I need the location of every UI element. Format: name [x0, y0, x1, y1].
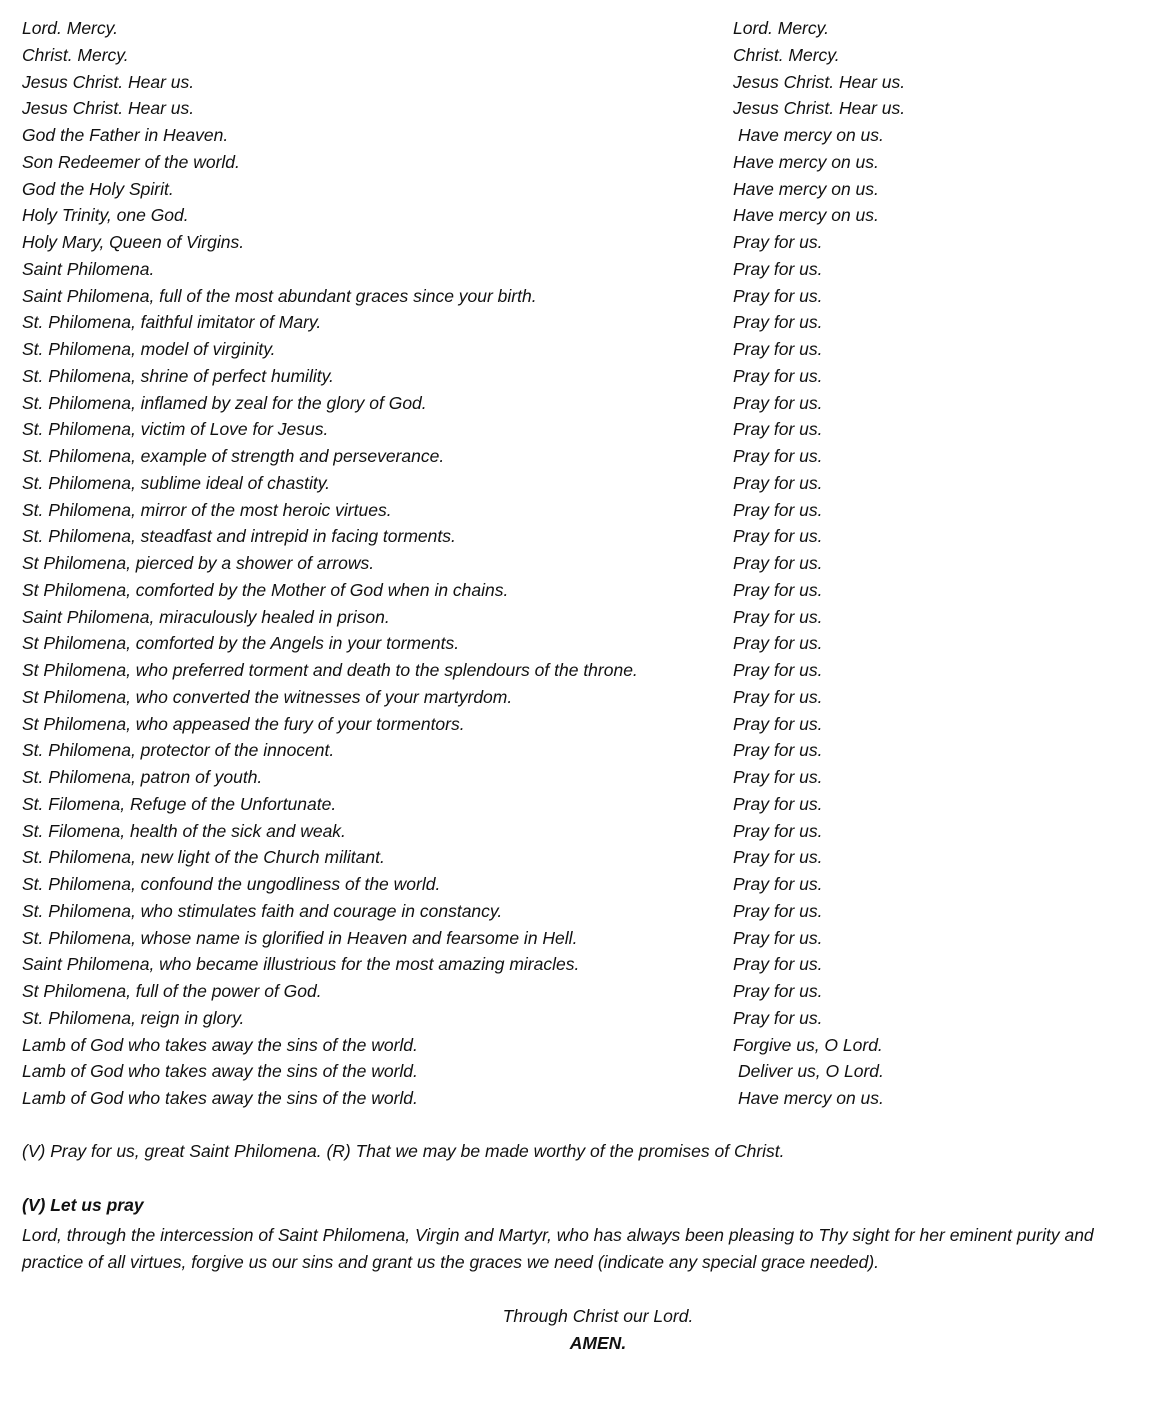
- response-text: Pray for us.: [733, 767, 823, 787]
- invocation-text: Saint Philomena, full of the most abundant graces since your birth.: [22, 285, 537, 306]
- litany-row: [22, 978, 1152, 1005]
- litany-row: [22, 69, 1152, 96]
- invocation-text: St. Philomena, faithful imitator of Mary.: [22, 312, 322, 333]
- litany-row: [22, 336, 1152, 363]
- invocation-text: God the Father in Heaven.: [22, 125, 229, 145]
- litany-row: [22, 737, 1152, 764]
- response-text: Pray for us.: [733, 820, 823, 841]
- invocation-text: Son Redeemer of the world.: [22, 151, 240, 172]
- invocation-text: Jesus Christ. Hear us.: [22, 98, 195, 119]
- invocation-text: St. Philomena, shrine of perfect humility.: [22, 365, 334, 386]
- response-text: Pray for us.: [733, 392, 823, 413]
- litany-list: [22, 15, 1152, 1112]
- invocation-text: St. Filomena, Refuge of the Unfortunate.: [22, 793, 337, 814]
- litany-row: [22, 818, 1152, 845]
- response-text: Pray for us.: [733, 847, 823, 868]
- amen-line: AMEN.: [569, 1333, 627, 1353]
- litany-row: [22, 470, 1152, 497]
- response-text: Pray for us.: [733, 312, 823, 333]
- through-christ-line: Through Christ our Lord.: [502, 1306, 694, 1326]
- litany-row: [22, 1058, 1152, 1085]
- response-text: Forgive us, O Lord.: [733, 1034, 883, 1055]
- invocation-text: St. Philomena, protector of the innocent.: [22, 740, 335, 761]
- invocation-text: St Philomena, comforted by the Angels in your torments.: [22, 633, 460, 654]
- litany-row: [22, 844, 1152, 871]
- response-text: Pray for us.: [733, 232, 823, 252]
- invocation-text: St. Philomena, sublime ideal of chastity.: [22, 472, 331, 493]
- invocation-text: St Philomena, who preferred torment and death to the splendours of the throne.: [22, 660, 638, 680]
- response-text: Pray for us.: [733, 285, 823, 306]
- response-text: Deliver us, O Lord.: [738, 1061, 884, 1082]
- response-text: Christ. Mercy.: [733, 44, 840, 65]
- invocation-text: St Philomena, who converted the witnesses of your martyrdom.: [22, 686, 513, 707]
- response-text: Pray for us.: [733, 339, 823, 359]
- invocation-text: St. Philomena, reign in glory.: [22, 1007, 245, 1028]
- litany-row: [22, 1005, 1152, 1032]
- invocation-text: St. Philomena, model of virginity.: [22, 339, 276, 359]
- response-text: Pray for us.: [733, 954, 823, 975]
- litany-row: [22, 202, 1152, 229]
- litany-row: [22, 363, 1152, 390]
- invocation-text: Saint Philomena, miraculously healed in prison.: [22, 606, 390, 627]
- invocation-text: God the Holy Spirit.: [22, 178, 174, 199]
- invocation-text: St Philomena, who appeased the fury of your tormentors.: [22, 713, 465, 734]
- litany-row: [22, 898, 1152, 925]
- litany-row: [22, 443, 1152, 470]
- invocation-text: Lamb of God who takes away the sins of the world.: [22, 1061, 418, 1082]
- response-text: Pray for us.: [733, 713, 823, 734]
- response-text: Pray for us.: [733, 365, 823, 386]
- response-text: Have mercy on us.: [733, 178, 879, 199]
- litany-row: [22, 1032, 1152, 1059]
- response-text: Pray for us.: [733, 1007, 823, 1028]
- litany-row: [22, 176, 1152, 203]
- response-text: Pray for us.: [733, 927, 823, 948]
- invocation-text: St. Philomena, mirror of the most heroic virtues.: [22, 499, 392, 520]
- versicle-response: (V) Pray for us, great Saint Philomena. (R) That we may be made worthy of the promises of Christ.: [22, 1141, 785, 1161]
- response-text: Pray for us.: [733, 740, 823, 761]
- litany-row: [22, 416, 1152, 443]
- litany-row: [22, 95, 1152, 122]
- invocation-text: St. Philomena, who stimulates faith and courage in constancy.: [22, 900, 503, 921]
- invocation-text: St. Philomena, inflamed by zeal for the glory of God.: [22, 392, 427, 413]
- litany-row: [22, 764, 1152, 791]
- litany-row: [22, 711, 1152, 738]
- invocation-text: Holy Mary, Queen of Virgins.: [22, 232, 245, 252]
- litany-row: [22, 630, 1152, 657]
- invocation-text: St. Philomena, new light of the Church militant.: [22, 847, 385, 868]
- invocation-text: Saint Philomena.: [22, 258, 155, 279]
- response-text: Jesus Christ. Hear us.: [733, 71, 906, 92]
- response-text: Pray for us.: [733, 660, 823, 680]
- response-text: Pray for us.: [733, 472, 823, 493]
- litany-row: [22, 283, 1152, 310]
- invocation-text: St. Philomena, patron of youth.: [22, 767, 263, 787]
- litany-row: [22, 657, 1152, 684]
- litany-row: [22, 122, 1152, 149]
- invocation-text: St. Philomena, whose name is glorified in Heaven and fearsome in Hell.: [22, 927, 578, 948]
- litany-row: [22, 523, 1152, 550]
- invocation-text: St Philomena, comforted by the Mother of God when in chains.: [22, 579, 509, 600]
- let-us-pray-heading: (V) Let us pray: [22, 1195, 144, 1215]
- response-text: Pray for us.: [733, 419, 823, 440]
- invocation-text: St. Philomena, example of strength and perseverance.: [22, 446, 445, 466]
- litany-row: [22, 149, 1152, 176]
- response-text: Lord. Mercy.: [733, 18, 829, 38]
- litany-row: [22, 229, 1152, 256]
- response-text: Pray for us.: [733, 258, 823, 279]
- litany-row: [22, 390, 1152, 417]
- litany-row: [22, 497, 1152, 524]
- invocation-text: Jesus Christ. Hear us.: [22, 71, 195, 92]
- invocation-text: Christ. Mercy.: [22, 44, 129, 65]
- litany-row: [22, 684, 1152, 711]
- response-text: Have mercy on us.: [738, 125, 884, 145]
- response-text: Pray for us.: [733, 499, 823, 520]
- litany-row: [22, 951, 1152, 978]
- litany-row: [22, 604, 1152, 631]
- invocation-text: Lord. Mercy.: [22, 18, 118, 38]
- response-text: Pray for us.: [733, 579, 823, 600]
- response-text: Pray for us.: [733, 874, 823, 894]
- invocation-text: St. Philomena, steadfast and intrepid in facing torments.: [22, 526, 456, 547]
- response-text: Pray for us.: [733, 446, 823, 466]
- response-text: Pray for us.: [733, 900, 823, 921]
- litany-row: [22, 577, 1152, 604]
- closing-prayer: Lord, through the intercession of Saint Philomena, Virgin and Martyr, who has always been pleasing to Thy sight for her eminent purity and practice of all virtues, forgive us our sins and grant us the graces we need (indicate any special grace needed).: [22, 1225, 1094, 1272]
- invocation-text: St. Philomena, victim of Love for Jesus.: [22, 419, 329, 440]
- response-text: Pray for us.: [733, 633, 823, 654]
- response-text: Pray for us.: [733, 981, 823, 1001]
- response-text: Pray for us.: [733, 553, 823, 573]
- invocation-text: St Philomena, full of the power of God.: [22, 981, 322, 1001]
- litany-row: [22, 871, 1152, 898]
- litany-row: [22, 15, 1152, 42]
- response-text: Pray for us.: [733, 606, 823, 627]
- litany-row: [22, 925, 1152, 952]
- response-text: Pray for us.: [733, 793, 823, 814]
- invocation-text: Holy Trinity, one God.: [22, 205, 189, 226]
- litany-row: [22, 42, 1152, 69]
- litany-row: [22, 309, 1152, 336]
- response-text: Jesus Christ. Hear us.: [733, 98, 906, 119]
- response-text: Have mercy on us.: [738, 1088, 884, 1108]
- invocation-text: St Philomena, pierced by a shower of arrows.: [22, 553, 375, 573]
- litany-row: [22, 550, 1152, 577]
- response-text: Pray for us.: [733, 526, 823, 547]
- invocation-text: Saint Philomena, who became illustrious for the most amazing miracles.: [22, 954, 580, 975]
- litany-row: [22, 1085, 1152, 1112]
- invocation-text: St. Filomena, health of the sick and weak.: [22, 820, 346, 841]
- response-text: Have mercy on us.: [733, 151, 879, 172]
- response-text: Pray for us.: [733, 686, 823, 707]
- invocation-text: St. Philomena, confound the ungodliness of the world.: [22, 874, 441, 894]
- invocation-text: Lamb of God who takes away the sins of the world.: [22, 1088, 418, 1108]
- response-text: Have mercy on us.: [733, 205, 879, 226]
- litany-row: [22, 256, 1152, 283]
- litany-row: [22, 791, 1152, 818]
- invocation-text: Lamb of God who takes away the sins of the world.: [22, 1034, 418, 1055]
